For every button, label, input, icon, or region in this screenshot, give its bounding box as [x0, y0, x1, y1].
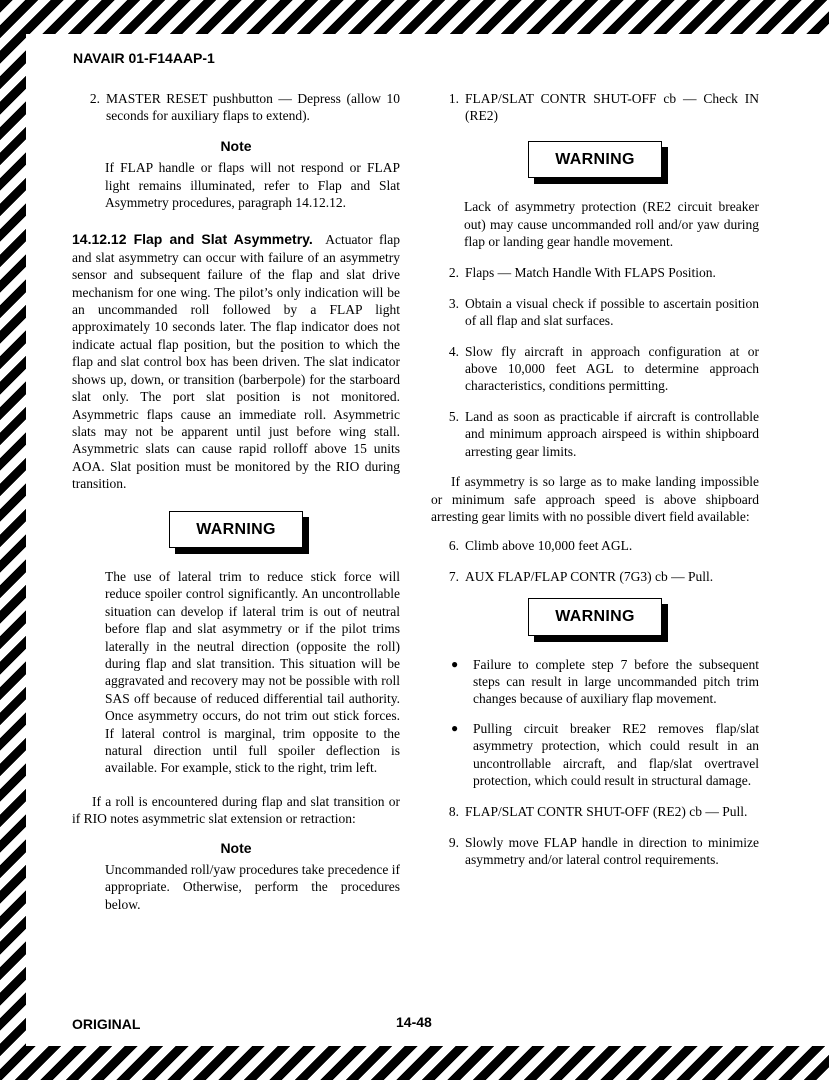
step-text: AUX FLAP/FLAP CONTR (7G3) cb — Pull.: [465, 568, 714, 584]
asymmetry-condition-paragraph: If asymmetry is so large as to make landing impossible or minimum safe approach speed is above shipboard arresting gear limits with no possible divert field available:: [431, 474, 759, 524]
bullet-text: Failure to complete step 7 before the subsequent steps can result in large uncommanded pitch trim changes because of auxiliary flap movement.: [473, 656, 759, 707]
step-number: 1.: [448, 91, 459, 106]
step-7-aux-flap-cb: [431, 568, 759, 585]
step-text: Land as soon as practicable if aircraft is controllable and minimum approach airspeed is within shipboard arresting gear limits.: [465, 408, 759, 459]
note-title: Note: [220, 137, 252, 154]
bullet-icon: ●: [451, 656, 459, 671]
step-number: 2.: [89, 91, 100, 106]
step-4-slow-fly: [431, 343, 759, 395]
step-text: Obtain a visual check if possible to ascertain position of all flap and slat surfaces.: [465, 295, 759, 329]
document-id: NAVAIR 01-F14AAP-1: [73, 50, 215, 66]
step-number: 9.: [448, 834, 459, 850]
page-number: 14-48: [396, 1014, 432, 1030]
warning-banner: [431, 598, 759, 635]
warning-bullet: [451, 656, 759, 708]
step-text: Climb above 10,000 feet AGL.: [465, 538, 633, 554]
warning-label: WARNING: [528, 598, 661, 635]
section-body: Actuator flap and slat asymmetry can occur with failure of an asymmetry sensor and subsequent failure of the flap and slat drive mechanism for one wing. The pilot’s only indication will be an uncommanded roll followed by a FLAP light approximately 10 seconds later. The flap indicator does not indicate actual flap position, but the position to which the flap and slat control box has been driven. The slat indicator shows up, down, or transition (barberpole) for the starboard slat only. The port slat position is not monitored. Asymmetric flaps cause an immediate roll. Asymmetric slats may not be apparent until just before wing stall. Asymmetric slats can cause rapid rolloff above 15 units AOA. Slat position must be monitored by the RIO during transition.: [72, 232, 400, 492]
note-title: Note: [220, 839, 252, 856]
warning-label: WARNING: [169, 511, 302, 548]
step-number: 8.: [448, 804, 459, 820]
note-text: Uncommanded roll/yaw procedures take precedence if appropriate. Otherwise, perform the procedures below.: [105, 862, 400, 912]
step-number: 2.: [448, 265, 459, 281]
warning-text: The use of lateral trim to reduce stick force will reduce spoiler control significantly. An uncontrollable situation can develop if lateral trim is out of neutral before flap and slat asymmetry or if the pilot trims laterally in the neutral direction (opposite the roll) during flap and slat transition. This situation will be aggravated and recovery may not be possible with roll SAS off because of reduced differential tail authority. Once asymmetry occurs, do not trim out stick forces. If lateral control is marginal, trim opposite to the natural direction until full spoiler deflection is available. For example, stick to the right, trim left.: [105, 568, 400, 776]
warning-banner: [431, 141, 759, 178]
section-heading: 14.12.12 Flap and Slat Asymmetry.: [72, 231, 313, 248]
step-1-flap-slat-cb: [431, 90, 759, 125]
step-8-flap-slat-pull: [431, 803, 759, 820]
warning-bullet: [451, 720, 759, 790]
step-number: 5.: [448, 408, 459, 424]
footer-revision: ORIGINAL: [72, 1016, 141, 1032]
note-text: If FLAP handle or flaps will not respond or FLAP light remains illuminated, refer to Flap and Slat Asymmetry procedures, paragraph 14.12.12.: [105, 160, 400, 211]
step-text: FLAP/SLAT CONTR SHUT-OFF cb — Check IN (RE2): [465, 91, 759, 124]
step-text: FLAP/SLAT CONTR SHUT-OFF (RE2) cb — Pull.: [465, 804, 748, 820]
step-text: Flaps — Match Handle With FLAPS Position.: [465, 265, 716, 281]
step-number: 7.: [448, 568, 459, 584]
warning-banner: [72, 511, 400, 548]
step-text: MASTER RESET pushbutton — Depress (allow 10 seconds for auxiliary flaps to extend).: [106, 91, 400, 124]
step-6-climb: [431, 537, 759, 554]
bullet-icon: ●: [451, 720, 459, 735]
step-text: Slowly move FLAP handle in direction to minimize asymmetry and/or lateral control requirements.: [465, 834, 759, 868]
right-column: [431, 90, 759, 882]
step-3-visual-check: [431, 295, 759, 330]
left-column: [72, 90, 400, 913]
step-2-master-reset: [72, 90, 400, 125]
warning-label: WARNING: [528, 141, 661, 178]
step-2-flaps-match: [431, 264, 759, 281]
step-5-land: [431, 408, 759, 460]
step-number: 3.: [448, 295, 459, 311]
section-14-12-12: [72, 231, 400, 492]
warning-text: Lack of asymmetry protection (RE2 circuit breaker out) may cause uncommanded roll and/or yaw during flap or landing gear handle movement.: [464, 199, 759, 250]
manual-page: [26, 34, 829, 1046]
bullet-text: Pulling circuit breaker RE2 removes flap/slat asymmetry protection, which could result in an uncontrollable aircraft, and flap/slat overtravel protection, which could result in structural damage.: [473, 720, 759, 788]
roll-condition-paragraph: If a roll is encountered during flap and slat transition or if RIO notes asymmetric slat extension or retraction:: [72, 793, 400, 827]
step-number: 6.: [448, 538, 459, 554]
step-9-move-flap-handle: [431, 834, 759, 869]
step-text: Slow fly aircraft in approach configuration at or above 10,000 feet AGL to determine approach characteristics, conditions permitting.: [465, 343, 759, 394]
step-number: 4.: [448, 343, 459, 359]
